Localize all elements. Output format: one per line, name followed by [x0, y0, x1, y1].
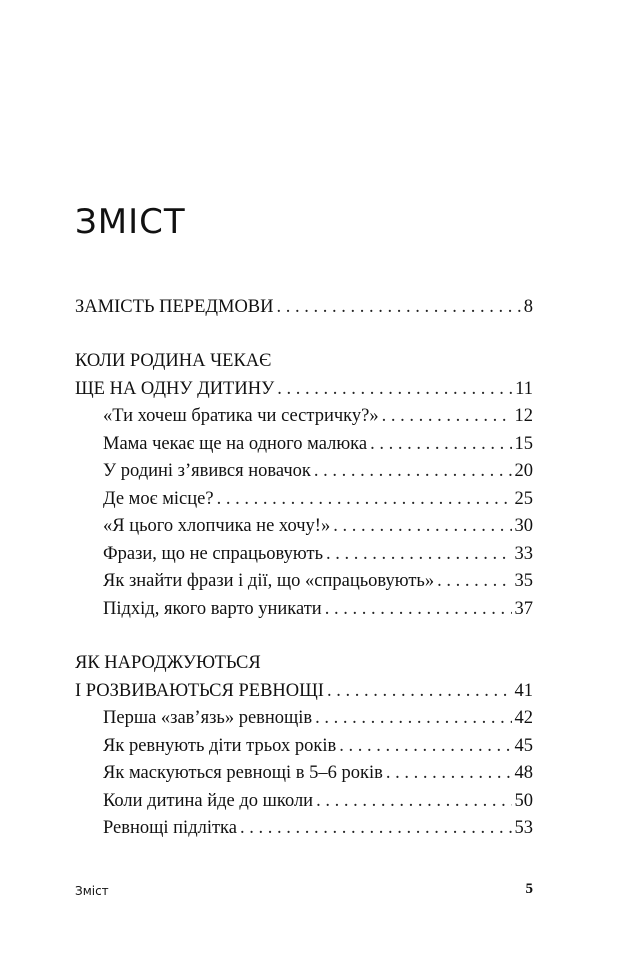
toc-subentry-page: 37 [514, 598, 533, 619]
toc-subentry-page: 53 [514, 818, 533, 838]
toc-subentry[interactable] [75, 458, 533, 486]
toc-subentry-page: 42 [514, 708, 533, 728]
leader-dots [326, 541, 511, 569]
toc-subentry[interactable] [75, 788, 533, 816]
toc-entry-title: ЗАМІСТЬ ПЕРЕДМОВИ [75, 297, 274, 317]
toc-subentry-page: 45 [514, 735, 533, 756]
toc-subentry[interactable] [75, 733, 533, 761]
leader-dots [382, 403, 512, 431]
toc-subentry-page: 48 [514, 763, 533, 783]
toc-subentry-title: Фрази, що не спрацьовують [103, 543, 324, 564]
leader-dots [277, 294, 521, 322]
toc-subentry-page: 33 [514, 543, 533, 564]
toc-subentry[interactable] [75, 568, 533, 596]
toc-entry-title: ЩЕ НА ОДНУ ДИТИНУ [75, 378, 275, 399]
page-title: ЗМІСТ [75, 202, 186, 242]
leader-dots [386, 760, 512, 788]
toc-subentry-page: 20 [514, 461, 533, 481]
toc-entry[interactable] [75, 678, 533, 706]
toc-subentry-title: «Я цього хлопчика не хочу!» [103, 516, 331, 536]
leader-dots [339, 733, 511, 761]
toc-entry-page: 41 [514, 680, 533, 701]
toc-subentry[interactable] [75, 513, 533, 541]
toc-entry-title: І РОЗВИВАЮТЬСЯ РЕВНОЩІ [75, 680, 324, 701]
toc-subentry[interactable] [75, 705, 533, 733]
toc-subentry-title: Як маскуються ревнощі в 5–6 років [103, 763, 383, 783]
toc-subentry[interactable] [75, 815, 533, 843]
page-number: 5 [525, 881, 533, 897]
toc-subentry[interactable] [75, 431, 533, 459]
toc-subentry[interactable] [75, 541, 533, 569]
toc-subentry-title: «Ти хочеш братика чи сестричку?» [103, 406, 379, 426]
toc-subentry-title: Де моє місце? [103, 488, 214, 509]
toc-subentry-page: 30 [514, 516, 533, 536]
toc-subentry-title: Як знайти фрази і дії, що «спрацьовують» [103, 571, 435, 591]
toc-subentry[interactable] [75, 403, 533, 431]
toc-subentry-title: Підхід, якого варто уникати [103, 598, 322, 619]
leader-dots [316, 788, 511, 816]
toc-entry[interactable] [75, 294, 533, 322]
toc-subentry-page: 35 [514, 571, 533, 591]
toc-section-1 [75, 348, 533, 623]
toc-section-0 [75, 294, 533, 322]
toc-entry-page: 11 [515, 378, 533, 399]
leader-dots [314, 458, 512, 486]
toc-section-2 [75, 650, 533, 843]
leader-dots [315, 705, 511, 733]
toc-subentry-page: 50 [514, 790, 533, 811]
leader-dots [325, 596, 512, 624]
leader-dots [437, 568, 511, 596]
leader-dots [217, 486, 512, 514]
toc-subentry-title: Коли дитина йде до школи [103, 790, 314, 811]
toc-subentry-title: У родині з’явився новачок [103, 461, 311, 481]
toc-subentry-title: Ревнощі підлітка [103, 818, 237, 838]
leader-dots [327, 678, 512, 706]
toc-subentry[interactable] [75, 760, 533, 788]
toc-subentry-title: Як ревнують діти трьох років [103, 735, 337, 756]
toc-heading-line: ЯК НАРОДЖУЮТЬСЯ [75, 653, 261, 673]
leader-dots [240, 815, 512, 843]
leader-dots [277, 376, 512, 404]
toc-subentry-title: Перша «зав’язь» ревнощів [103, 708, 313, 728]
toc-subentry[interactable] [75, 486, 533, 514]
toc-subentry-page: 12 [514, 406, 533, 426]
toc-heading-line: КОЛИ РОДИНА ЧЕКАЄ [75, 351, 272, 371]
toc-subentry-title: Мама чекає ще на одного малюка [103, 433, 368, 454]
toc-subentry-page: 25 [514, 488, 533, 509]
leader-dots [370, 431, 511, 459]
toc-subentry[interactable] [75, 596, 533, 624]
toc-entry-page: 8 [523, 297, 533, 317]
running-footer-section: Зміст [75, 884, 109, 898]
toc-entry[interactable] [75, 376, 533, 404]
leader-dots [333, 513, 511, 541]
toc-subentry-page: 15 [514, 433, 533, 454]
